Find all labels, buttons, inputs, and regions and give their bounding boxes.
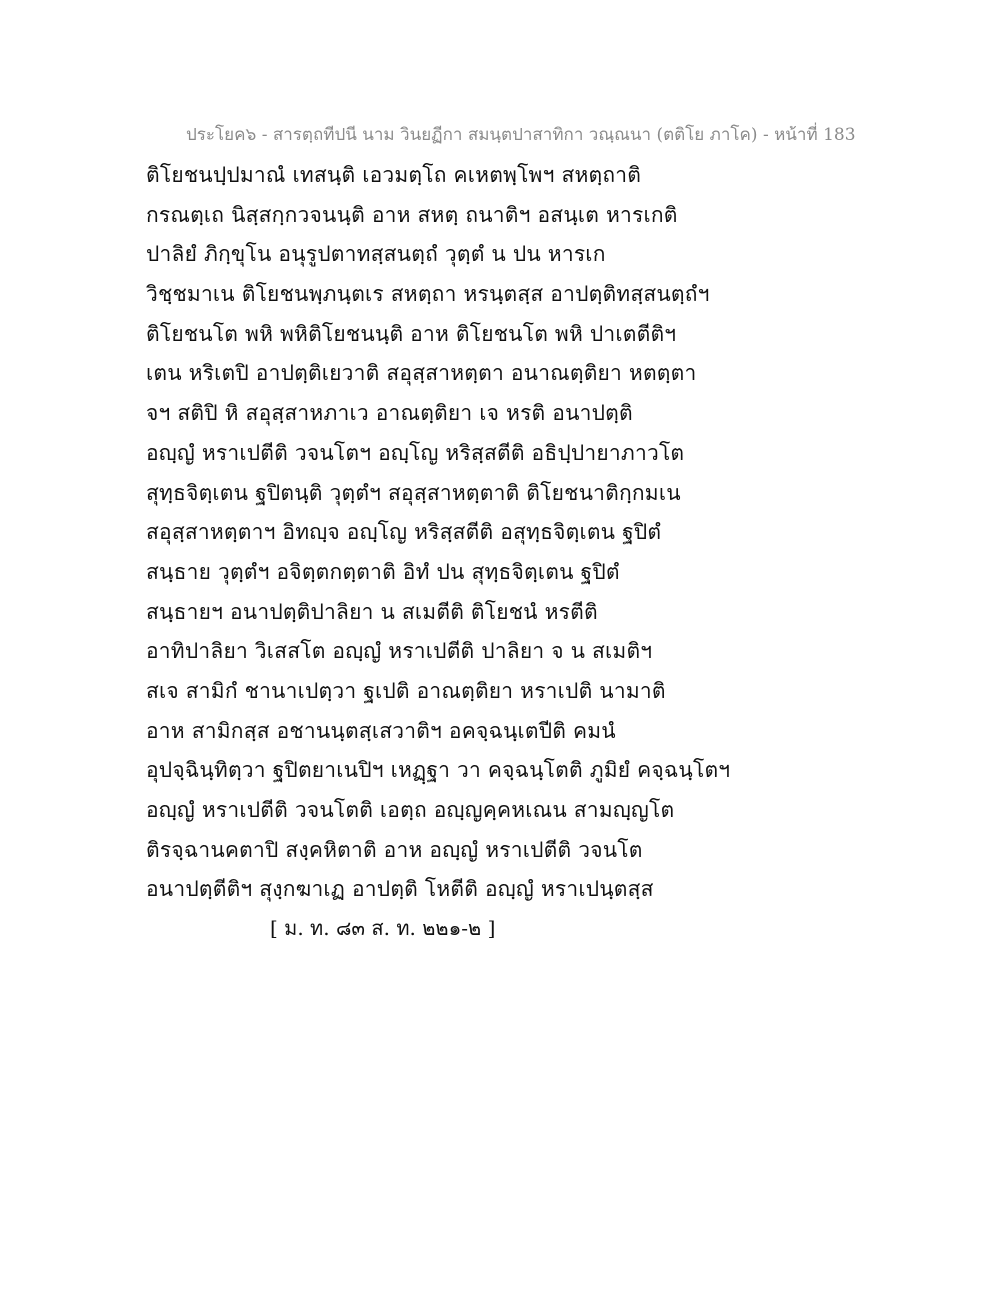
page-header: ประโยค๖ - สารตฺถทีปนี นาม วินยฏีกา สมนฺตปาสาทิกา วณฺณนา (ตติโย ภาโค) - หน้าที่ 183 [186,125,856,145]
reference-citation: [ ม. ท. ๘๓ ส. ท. ๒๒๑-๒ ] [270,916,496,940]
body-line: ติโยชนโต พหิ พหิติโยชนนฺติ อาห ติโยชนโต พหิ ปาเตตีติฯ [146,321,677,346]
body-line: จฯ สติปิ หิ สอุสฺสาหภาเว อาณตฺติยา เจ หรติ อนาปตฺติ [146,401,633,426]
body-line: วิชฺชมาเน ติโยชนพฺภนฺตเร สหตฺถา หรนฺตสฺส อาปตฺติทสฺสนตฺถํฯ [146,282,710,307]
body-line: ปาลิยํ ภิกฺขุโน อนุรูปตาทสฺสนตฺถํ วุตฺตํ น ปน หารเก [146,242,606,267]
body-line: อาห สามิกสฺส อชานนฺตสฺเสวาติฯ อคจฺฉนฺเตปีติ คมนํ [146,718,616,743]
body-line: เตน หริเตปิ อาปตฺติเยวาติ สอุสฺสาหตฺตา อนาณตฺติยา หตตฺตา [146,361,697,386]
body-line: สนฺธายฯ อนาปตฺติปาลิยา น สเมตีติ ติโยชนํ หรตีติ [146,599,598,624]
body-line: อญฺญํ หราเปตีติ วจนโตฯ อญฺโญ หริสฺสตีติ อธิปฺปายาภาวโต [146,440,685,465]
body-line: กรณตฺเถ นิสฺสกฺกวจนนฺติ อาห สหตฺ ถนาติฯ อสนฺเต หารเกติ [146,202,678,227]
body-line: ติโยชนปฺปมาณํ เทสนฺติ เอวมตฺโถ คเหตพฺโพฯ สหตฺถาติ [146,163,642,187]
body-line: อุปจฺฉินฺทิตฺวา ฐปิตยาเนปิฯ เหฏฺฐา วา คจฺฉนฺโตติ ภูมิยํ คจฺฉนฺโตฯ [146,758,731,783]
body-line: สนฺธาย วุตฺตํฯ อจิตฺตกตฺตาติ อิทํ ปน สุทฺธจิตฺเตน ฐปิตํ [146,559,620,584]
body-line: ติรจฺฉานคตาปิ สงฺคหิตาติ อาห อญฺญํ หราเปตีติ วจนโต [146,837,643,862]
body-text [146,156,866,910]
body-line: อาทิปาลิยา วิเสสโต อญฺญํ หราเปตีติ ปาลิยา จ น สเมติฯ [146,639,653,664]
body-line: สุทฺธจิตฺเตน ฐปิตนฺติ วุตฺตํฯ สอุสฺสาหตฺตาติ ติโยชนาติกฺกมเน [146,480,681,505]
body-line: สเจ สามิกํ ชานาเปตฺวา ฐเปติ อาณตฺติยา หราเปติ นามาติ [146,678,666,703]
body-line: อนาปตฺตีติฯ สุงฺกฆาเฏ อาปตฺติ โหตีติ อญฺญํ หราเปนฺตสฺส [146,877,654,902]
body-line: อญฺญํ หราเปตีติ วจนโตติ เอตฺถ อญฺญคฺคหเณน สามญฺญโต [146,798,675,822]
body-line: สอุสฺสาหตฺตาฯ อิทญฺจ อญฺโญ หริสฺสตีติ อสุทฺธจิตฺเตน ฐปิตํ [146,520,662,545]
